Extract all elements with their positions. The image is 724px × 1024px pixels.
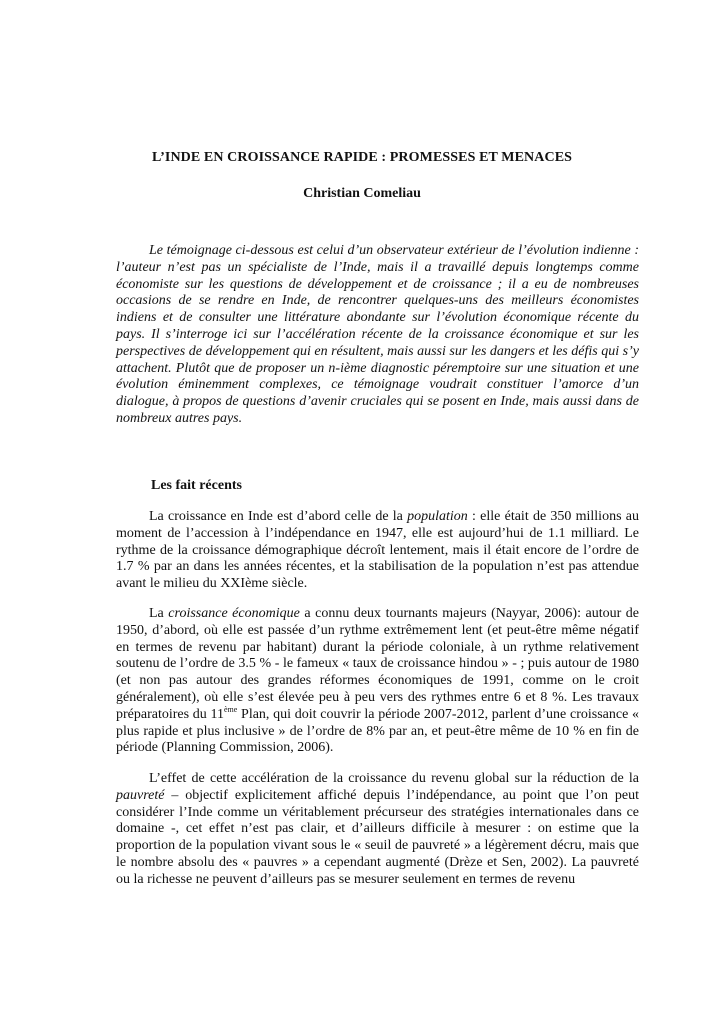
paragraph-text: Plan, qui doit couvrir la période 2007-2012, parlent d’une croissance « plus rapide et plus inclusive » de l’ordre de 8% par an, et peut-être même de 10 % en fin de période (Planning Commission, 2006). <box>116 706 640 756</box>
paragraph-text: La croissance en Inde est d’abord celle de la <box>149 509 408 524</box>
emphasis-term: population <box>407 509 468 524</box>
abstract-paragraph: Le témoignage ci-dessous est celui d’un observateur extérieur de l’évolution indienne : l’auteur n’est pas un spécialiste de l’Inde, mais il a travaillé depuis longtemps comme économiste sur les questions de développement et de croissance ; il a eu de nombreuses occasions de se rendre en Inde, de rencontrer quelques-uns des meilleurs économistes indiens et de consulter une littérature abondante sur l’évolution économique récente du pays. Il s’interroge ici sur l’accélération récente de la croissance économique et sur les perspectives de développement qui en résultent, mais aussi sur les dangers et les défis qui s’y attachent. Plutôt que de proposer un n-ième diagnostic péremptoire sur une situation et une évolution éminemment complexes, ce témoignage voudrait constituer l’amorce d’un dialogue, à propos de questions d’avenir cruciales qui se posent en Inde, mais aussi dans de nombreux autres pays. <box>116 243 639 426</box>
paragraph-text: : elle était de 350 millions au moment de l’accession à l’indépendance en 1947, elle est aujourd’hui de 1.1 milliard. Le rythme de la croissance démographique décroît lentement, mais il était encore de l’ordre de 1.7 % par an dans les années récentes, et la stabilisation de la population n’est pas attendue avant le milieu du XXIème siècle. <box>116 509 639 592</box>
document-author: Christian Comeliau <box>303 186 421 201</box>
emphasis-term: croissance économique <box>168 606 300 621</box>
paragraph-text: – objectif explicitement affiché depuis l’indépendance, au point que l’on peut considérer l’Inde comme un véritablement précurseur des stratégies internationales dans ce domaine -, cet effet n’est pas clair, et d’ailleurs difficile à mesurer : on estime que la proportion de la population vivant sous le « seuil de pauvreté » a légèrement décru, mais que le nombre absolu des « pauvres » a cependant augmenté (Drèze et Sen, 2002). La pauvreté ou la richesse ne peuvent d’ailleurs pas se mesurer seulement en termes de revenu <box>116 787 639 887</box>
paragraph-text: La <box>149 606 169 621</box>
body-paragraph-population <box>116 509 639 593</box>
superscript: ème <box>224 704 238 714</box>
paragraph-text: a connu deux tournants majeurs (Nayyar, 2006): autour de 1950, d’abord, où elle est passée d’un rythme extrêmement lent (et peut-être même négatif en termes de revenu par habitant) durant la période coloniale, à un rythme relativement soutenu de l’ordre de 3.5 % - le fameux « taux de croissance hindou » - ; puis autour de 1980 (et non pas autour des grandes réformes économiques de 1991, comme on le croit généralement), où elle s’est élevée peu à peu vers des rythmes entre 6 et 8 %. Les travaux préparatoires du 11 <box>116 606 639 722</box>
document-title: L’INDE EN CROISSANCE RAPIDE : PROMESSES ET MENACES <box>151 150 573 165</box>
body-paragraph-pauvrete <box>116 771 639 889</box>
body-paragraph-croissance <box>116 606 639 757</box>
paragraph-text: L’effet de cette accélération de la croissance du revenu global sur la réduction de la <box>149 771 639 786</box>
section-heading: Les fait récents <box>151 478 242 493</box>
emphasis-term: pauvreté <box>116 787 165 803</box>
